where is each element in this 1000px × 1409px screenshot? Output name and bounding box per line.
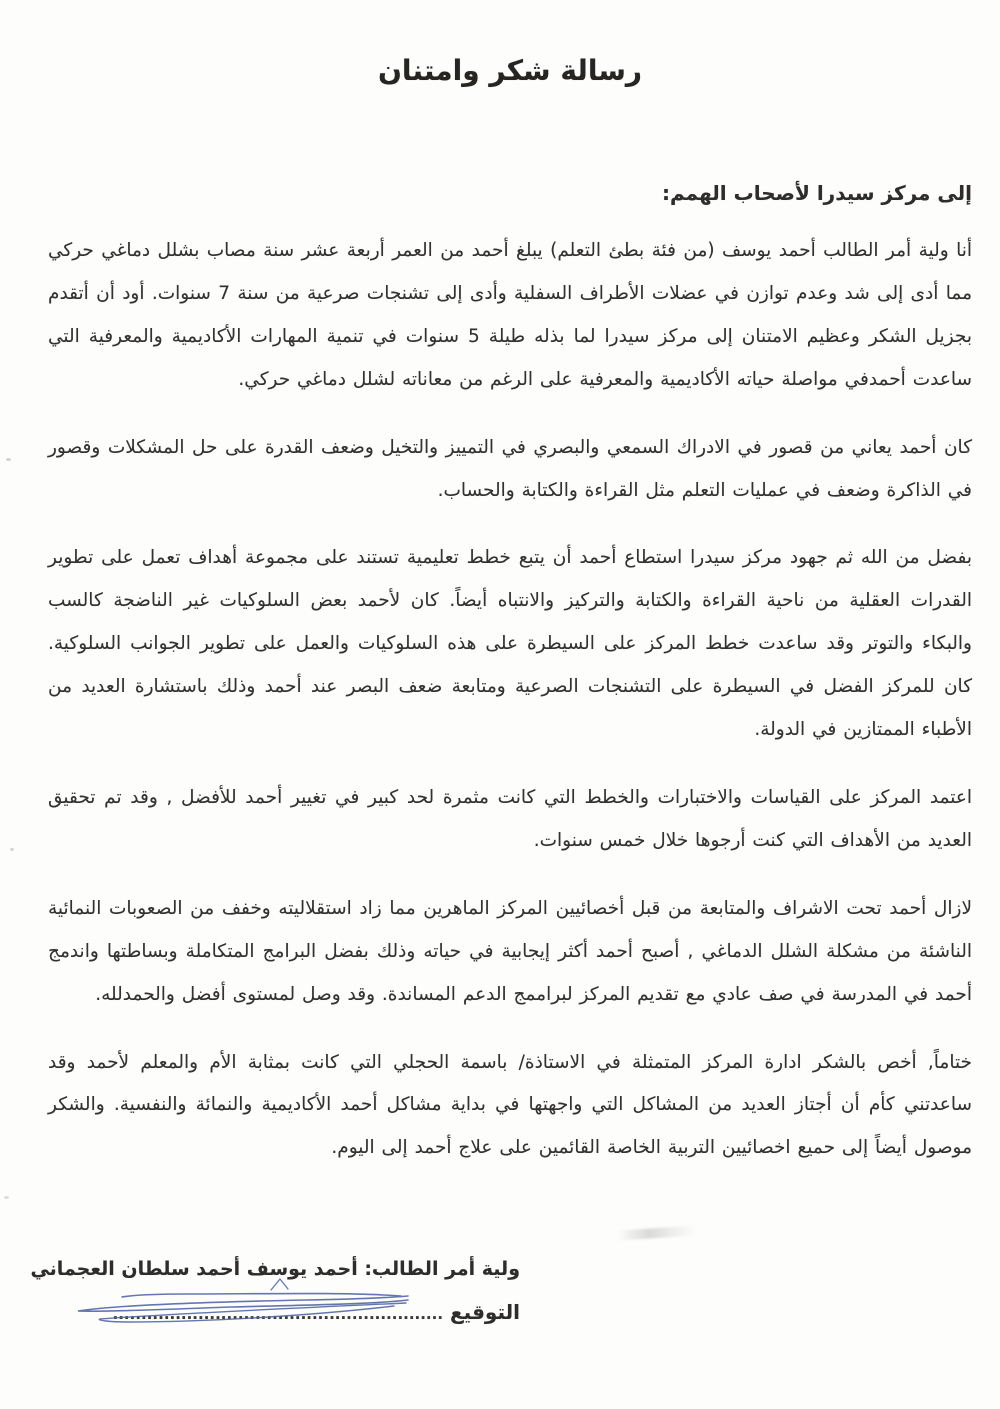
scan-artifact <box>966 450 969 453</box>
paragraph-closing-thanks: ختاماً, أخص بالشكر ادارة المركز المتمثلة في الاستاذة/ باسمة الحجلي التي كانت بمثابة الأم والمعلم لأحمد وقد ساعدتني كأم أن أجتاز العديد من المشاكل التي واجهتها في بداية مشاكل أحمد الأكاديمية والنمائة والنفسية. والشكر موصول أيضاً إلى حميع اخصائيين التربية الخاصة القائمين على علاج أحمد إلى اليوم. <box>48 1051 972 1159</box>
guardian-name: ولية أمر الطالب: أحمد يوسف أحمد سلطان العجماني <box>30 1258 520 1281</box>
paragraph-progress: بفضل من الله ثم جهود مركز سيدرا استطاع أحمد أن يتبع خطط تعليمية تستند على مجموعة أهداف تعمل على تطوير القدرات العقلية من ناحية القراءة والكتابة والتركيز والانتباه أيضاً. كان لأحمد بعض السلوكيات غير الناضجة كالسب والبكاء والتوتر وقد ساعدت خطط المركز على السيطرة على هذه السلوكيات والعمل على تطوير الجوانب السلوكية. كان للمركز الفضل في السيطرة على التشنجات الصرعية ومتابعة ضعف البصر عند أحمد وذلك باستشارة العديد من الأطباء الممتازين في الدولة. <box>48 547 972 741</box>
paragraph-condition: كان أحمد يعاني من قصور في الادراك السمعي والبصري في التمييز والتخيل وضعف القدرة على حل المشكلات وقصور في الذاكرة وضعف في عمليات التعلم مثل القراءة والكتابة والحساب. <box>48 436 972 501</box>
signature-block <box>30 1258 520 1325</box>
letter-title: رسالة شكر وامتنان <box>377 54 642 87</box>
letter-body <box>48 230 972 1170</box>
signature-dotted-line: .......................................................... <box>112 1305 444 1324</box>
letter-greeting: إلى مركز سيدرا لأصحاب الهمم: <box>662 181 972 205</box>
scan-artifact <box>4 1196 9 1199</box>
letter-content <box>30 36 972 1409</box>
scan-artifact <box>6 458 11 461</box>
scan-artifact <box>10 848 14 851</box>
paragraph-intro: أنا ولية أمر الطالب أحمد يوسف (من فئة بطئ التعلم) يبلغ أحمد من العمر أربعة عشر سنة مصاب بشلل دماغي حركي مما أدى إلى شد وعدم توازن في عضلات الأطراف السفلية وأدى إلى تشنجات صرعية من سنة 7 سنوات. أود أن أتقدم بجزيل الشكر وعظيم الامتنان إلى مركز سيدرا لما بذله طيلة 5 سنوات في تنمية المهارات الأكاديمية والمعرفية التي ساعدت أحمدفي مواصلة حياته الأكاديمية والمعرفية على الرغم من معاناته لشلل دماغي حركي. <box>48 240 972 390</box>
signature-label: التوقيع <box>450 1300 520 1325</box>
paragraph-followup: لازال أحمد تحت الاشراف والمتابعة من قبل أخصائيين المركز الماهرين مما زاد استقلاليته وخفف من الصعوبات النمائية الناشئة من مشكلة الشلل الدماغي , أصبح أحمد أكثر إيجابية في حياته وذلك بفضل البرامج المتكاملة وبساطتها واندمج أحمد في المدرسة في صف عادي مع تقديم المركز لبراممج الدعم المساندة. وقد وصل لمستوى أفضل والحمدلله. <box>48 897 972 1005</box>
paragraph-assessments: اعتمد المركز على القياسات والاختبارات والخطط التي كانت مثمرة لحد كبير في تغيير أحمد للأفضل , وقد تم تحقيق العديد من الأهداف التي كنت أرجوها خلال خمس سنوات. <box>48 786 972 851</box>
signature-line <box>68 1300 520 1324</box>
